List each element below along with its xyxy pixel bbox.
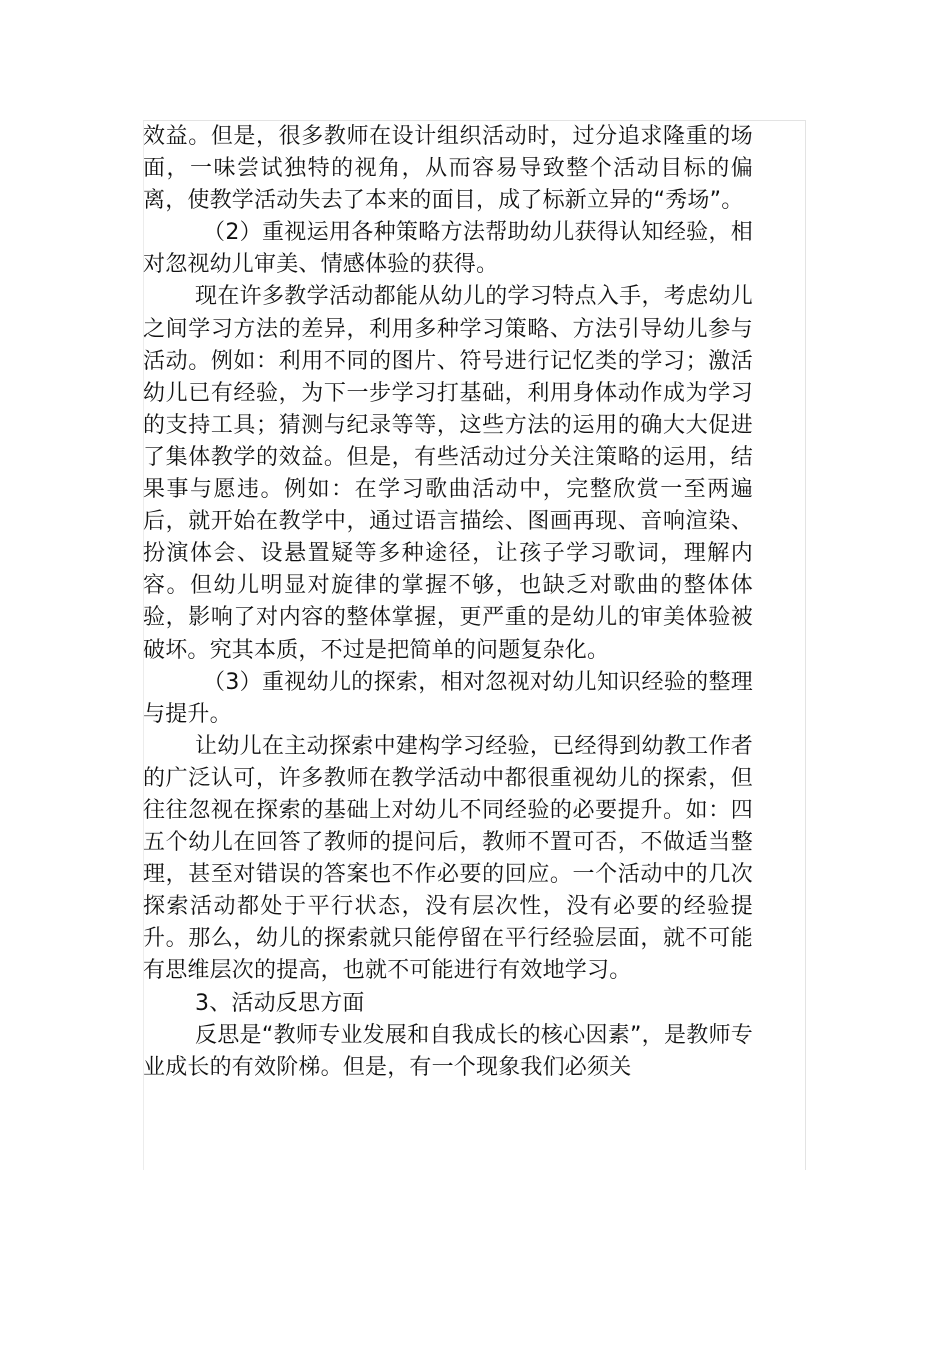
- paragraph-reflection: 反思是“教师专业发展和自我成长的核心因素”，是教师专业成长的有效阶梯。但是，有一个现象我们必须关: [143, 1022, 753, 1080]
- paragraph-heading-2: （2）重视运用各种策略方法帮助幼儿获得认知经验，相对忽视幼儿审美、情感体验的获得。: [143, 220, 753, 278]
- paragraph-strategies: 现在许多教学活动都能从幼儿的学习特点入手，考虑幼儿之间学习方法的差异，利用多种学习策略、方法引导幼儿参与活动。例如：利用不同的图片、符号进行记忆类的学习；激活幼儿已有经验，为下一步学习打基础，利用身体动作成为学习的支持工具；猜测与纪录等等，这些方法的运用的确大大促进了集体教学的效益。但是，有些活动过分关注策略的运用，结果事与愿违。例如：在学习歌曲活动中，完整欣赏一至两遍后，就开始在教学中，通过语言描绘、图画再现、音响渲染、扮演体会、设悬置疑等多种途径，让孩子学习歌词，理解内容。但幼儿明显对旋律的掌握不够，也缺乏对歌曲的整体体验，影响了对内容的整体掌握，更严重的是幼儿的审美体验被破坏。究其本质，不过是把简单的问题复杂化。: [143, 284, 753, 663]
- paragraph-exploration: 让幼儿在主动探索中建构学习经验，已经得到幼教工作者的广泛认可，许多教师在教学活动中都很重视幼儿的探索，但往往忽视在探索的基础上对幼儿不同经验的必要提升。如：四五个幼儿在回答了教师的提问后，教师不置可否，不做适当整理，甚至对错误的答案也不作必要的回应。一个活动中的几次探索活动都处于平行状态，没有层次性，没有必要的经验提升。那么，幼儿的探索就只能停留在平行经验层面，就不可能有思维层次的提高，也就不可能进行有效地学习。: [143, 733, 753, 984]
- paragraph-continuation: 效益。但是，很多教师在设计组织活动时，过分追求隆重的场面，一味尝试独特的视角，从而容易导致整个活动目标的偏离，使教学活动失去了本来的面目，成了标新立异的“秀场”。: [143, 124, 753, 214]
- paragraph-heading-3: （3）重视幼儿的探索，相对忽视对幼儿知识经验的整理与提升。: [143, 669, 753, 727]
- document-body: [143, 121, 753, 1084]
- section-heading-reflection: 3、活动反思方面: [195, 990, 365, 1016]
